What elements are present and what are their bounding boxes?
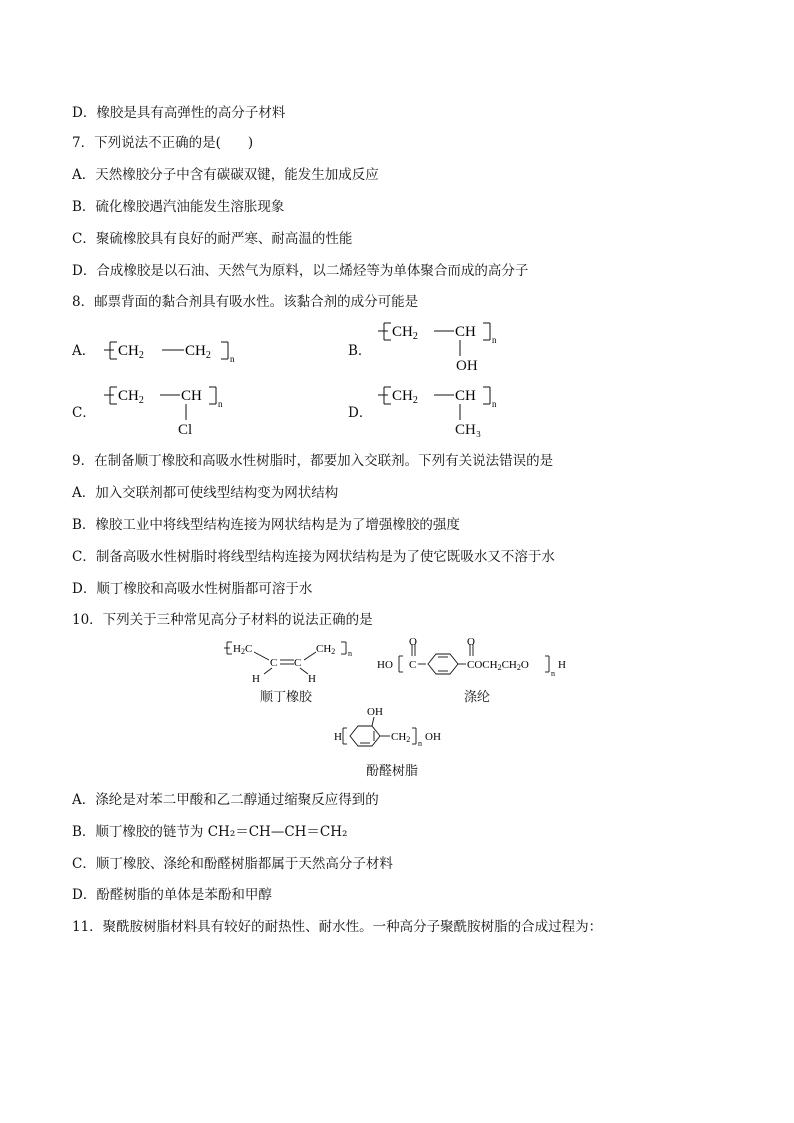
svg-text:H2C: H2C	[233, 643, 253, 656]
q8-option-d-structure	[378, 382, 518, 442]
q7-option-b: B．硫化橡胶遇汽油能发生溶胀现象	[72, 199, 285, 215]
svg-text:H: H	[558, 659, 566, 671]
svg-text:CH: CH	[181, 388, 202, 404]
q7-option-c: C．聚硫橡胶具有良好的耐严寒、耐高温的性能	[72, 231, 353, 247]
svg-text:H: H	[252, 673, 260, 684]
q8-option-d-label: D．	[348, 405, 373, 421]
svg-text:H: H	[334, 731, 342, 743]
q10-option-d: D．酚醛树脂的单体是苯酚和甲醇	[72, 887, 272, 903]
svg-text:n: n	[230, 354, 235, 364]
q8-option-b-structure	[378, 318, 518, 380]
q8-option-a-label: A．	[72, 343, 96, 359]
q8-option-b-substituent: OH	[456, 358, 478, 374]
q9-option-d: D．顺丁橡胶和高吸水性树脂都可溶于水	[72, 581, 313, 597]
svg-text:C: C	[294, 657, 302, 669]
svg-text:n: n	[492, 335, 497, 345]
svg-text:CH2: CH2	[391, 731, 411, 744]
q11-stem: 11．聚酰胺树脂材料具有较好的耐热性、耐水性。一种高分子聚酰胺树脂的合成过程为：	[72, 919, 603, 935]
q10-stem: 10．下列关于三种常见高分子材料的说法正确的是	[72, 612, 373, 628]
q8-option-c-substituent: Cl	[178, 422, 193, 438]
q7-option-a: A．天然橡胶分子中含有碳碳双键，能发生加成反应	[72, 167, 379, 183]
svg-text:COCH2CH2O: COCH2CH2O	[467, 659, 529, 672]
svg-text:CH2: $CH_2$	[392, 324, 418, 342]
svg-text:C: C	[270, 657, 278, 669]
svg-text:O: O	[409, 636, 417, 648]
svg-text:CH2: $CH_2$	[185, 343, 211, 361]
cis-polybutadiene-name: 顺丁橡胶	[260, 690, 313, 705]
dacron-structure	[376, 636, 576, 686]
dacron-name: 涤纶	[464, 690, 491, 705]
q9-option-a: A．加入交联剂都可使线型结构变为网状结构	[72, 485, 339, 501]
svg-text:CH: CH	[455, 388, 476, 404]
q10-option-a: A．涤纶是对苯二甲酸和乙二醇通过缩聚反应得到的	[72, 792, 379, 808]
phenolic-resin-name: 酚醛树脂	[366, 764, 419, 779]
q10-option-c: C．顺丁橡胶、涤纶和酚醛树脂都属于天然高分子材料	[72, 856, 393, 872]
svg-text:OH: OH	[367, 706, 383, 718]
q8-option-d-substituent: CH₃	[455, 422, 482, 438]
q7-stem: 7．下列说法不正确的是( )	[72, 135, 254, 151]
svg-text:OH: OH	[425, 731, 441, 743]
q8-stem: 8．邮票背面的黏合剂具有吸水性。该黏合剂的成分可能是	[72, 294, 419, 310]
svg-text:n: n	[551, 669, 555, 678]
svg-text:n: n	[492, 399, 497, 409]
q10-option-b: B．顺丁橡胶的链节为 CH₂＝CH—CH＝CH₂	[72, 824, 348, 840]
svg-text:CH2: $CH_2$	[118, 388, 144, 406]
svg-text:CH2: $CH_2$	[392, 388, 418, 406]
q8-option-b-label: B．	[348, 343, 372, 359]
phenolic-resin-structure	[334, 702, 454, 750]
q6-option-d: D．橡胶是具有高弹性的高分子材料	[72, 105, 286, 121]
q9-option-b: B．橡胶工业中将线型结构连接为网状结构是为了增强橡胶的强度	[72, 517, 460, 533]
svg-text:HO: HO	[377, 659, 393, 671]
q8-option-a-structure	[104, 335, 244, 365]
svg-text:n: n	[218, 399, 223, 409]
svg-text:n: n	[348, 649, 352, 658]
svg-text:O: O	[467, 636, 475, 648]
svg-text:CH: CH	[455, 324, 476, 340]
q9-option-c: C．制备高吸水性树脂时将线型结构连接为网状结构是为了使它既吸水又不溶于水	[72, 549, 555, 565]
svg-text:CH2: CH2	[316, 643, 336, 656]
cis-polybutadiene-structure	[224, 638, 356, 684]
q8-option-c-structure	[104, 382, 244, 442]
q7-option-d: D．合成橡胶是以石油、天然气为原料，以二烯烃等为单体聚合而成的高分子	[72, 263, 529, 279]
svg-text:C: C	[409, 659, 417, 671]
q9-stem: 9．在制备顺丁橡胶和高吸水性树脂时，都要加入交联剂。下列有关说法错误的是	[72, 453, 554, 469]
svg-text:n: n	[418, 739, 422, 748]
q8-option-c-label: C．	[72, 405, 96, 421]
svg-text:CH2: $CH_2$	[118, 343, 144, 361]
svg-text:H: H	[308, 673, 316, 684]
